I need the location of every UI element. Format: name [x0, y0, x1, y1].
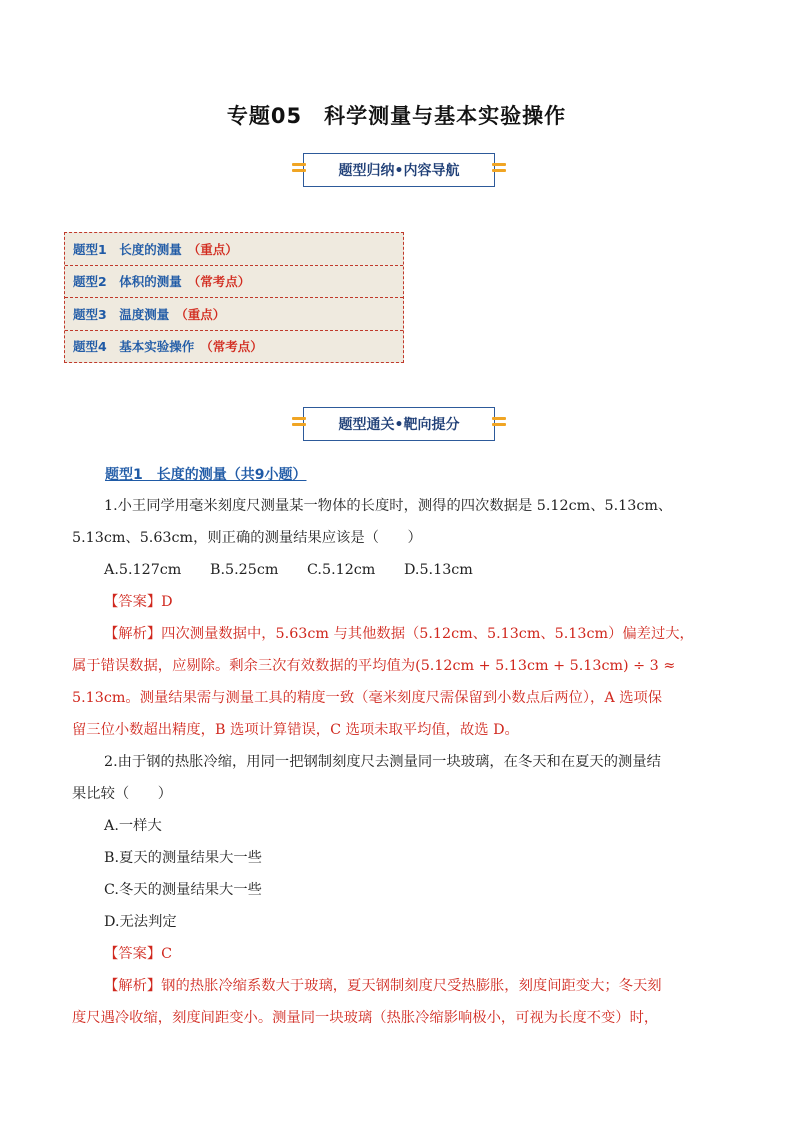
banner-navigation — [296, 152, 502, 188]
page-title: 专题05 科学测量与基本实验操作 — [226, 104, 567, 128]
toc-table — [64, 232, 404, 363]
decor-bars-icon — [292, 417, 306, 431]
question-1-answer: 【答案】D — [104, 594, 173, 610]
toc-item[interactable] — [65, 233, 403, 266]
decor-bars-icon — [492, 163, 506, 177]
banner-practice — [296, 406, 502, 442]
question-2-option: D.无法判定 — [104, 914, 177, 930]
toc-item-tag: （常考点） — [187, 274, 251, 290]
banner-label: 题型通关•靶向提分 — [303, 407, 495, 441]
question-2-stem-cont: 果比较（ ） — [72, 786, 173, 802]
banner-label: 题型归纳•内容导航 — [303, 153, 495, 187]
toc-item-tag: （重点） — [187, 241, 238, 257]
decor-bars-icon — [292, 163, 306, 177]
question-1-stem-cont: 5.13cm、5.63cm，则正确的测量结果应该是（ ） — [72, 530, 422, 546]
question-2-explanation: 【解析】钢的热胀冷缩系数大于玻璃，夏天钢制刻度尺受热膨胀，刻度间距变大；冬天刻 — [104, 978, 662, 994]
toc-item-label: 题型3 温度测量 — [73, 306, 170, 322]
question-2-option: B.夏天的测量结果大一些 — [104, 850, 263, 866]
question-text: 1.小王同学用毫米刻度尺测量某一物体的长度时，测得的四次数据是 5.12cm、5.13cm、 — [104, 498, 673, 514]
toc-item-tag: （重点） — [175, 306, 226, 322]
question-1-options: A.5.127cm B.5.25cm C.5.12cm D.5.13cm — [104, 562, 473, 578]
section-heading[interactable]: 题型1 长度的测量（共9小题） — [105, 467, 307, 483]
toc-item-tag: （常考点） — [200, 339, 263, 355]
question-2-explanation: 度尺遇冷收缩，刻度间距变小。测量同一块玻璃（热胀冷缩影响极小，可视为长度不变）时， — [72, 1010, 659, 1026]
question-1-explanation: 留三位小数超出精度，B 选项计算错误，C 选项未取平均值，故选 D。 — [72, 722, 519, 738]
question-2-stem: 2.由于钢的热胀冷缩，用同一把钢制刻度尺去测量同一块玻璃，在冬天和在夏天的测量结 — [104, 754, 661, 770]
toc-item[interactable] — [65, 266, 403, 299]
question-1-explanation: 属于错误数据，应剔除。剩余三次有效数据的平均值为(5.12cm + 5.13cm + 5.13cm) ÷ 3 ≈ — [72, 658, 676, 674]
question-2-option: A.一样大 — [104, 818, 162, 834]
toc-item-label: 题型4 基本实验操作 — [73, 339, 195, 355]
question-2-option: C.冬天的测量结果大一些 — [104, 882, 262, 898]
toc-item[interactable] — [65, 331, 403, 363]
toc-item[interactable] — [65, 298, 403, 331]
question-1-explanation: 【解析】四次测量数据中，5.63cm 与其他数据（5.12cm、5.13cm、5.13cm）偏差过大， — [104, 626, 694, 642]
question-2-answer: 【答案】C — [104, 946, 173, 962]
decor-bars-icon — [492, 417, 506, 431]
toc-item-label: 题型2 体积的测量 — [73, 274, 182, 290]
question-1-stem — [72, 490, 726, 522]
toc-item-label: 题型1 长度的测量 — [73, 241, 182, 257]
question-1-explanation: 5.13cm。测量结果需与测量工具的精度一致（毫米刻度尺需保留到小数点后两位），A 选项保 — [72, 690, 663, 706]
